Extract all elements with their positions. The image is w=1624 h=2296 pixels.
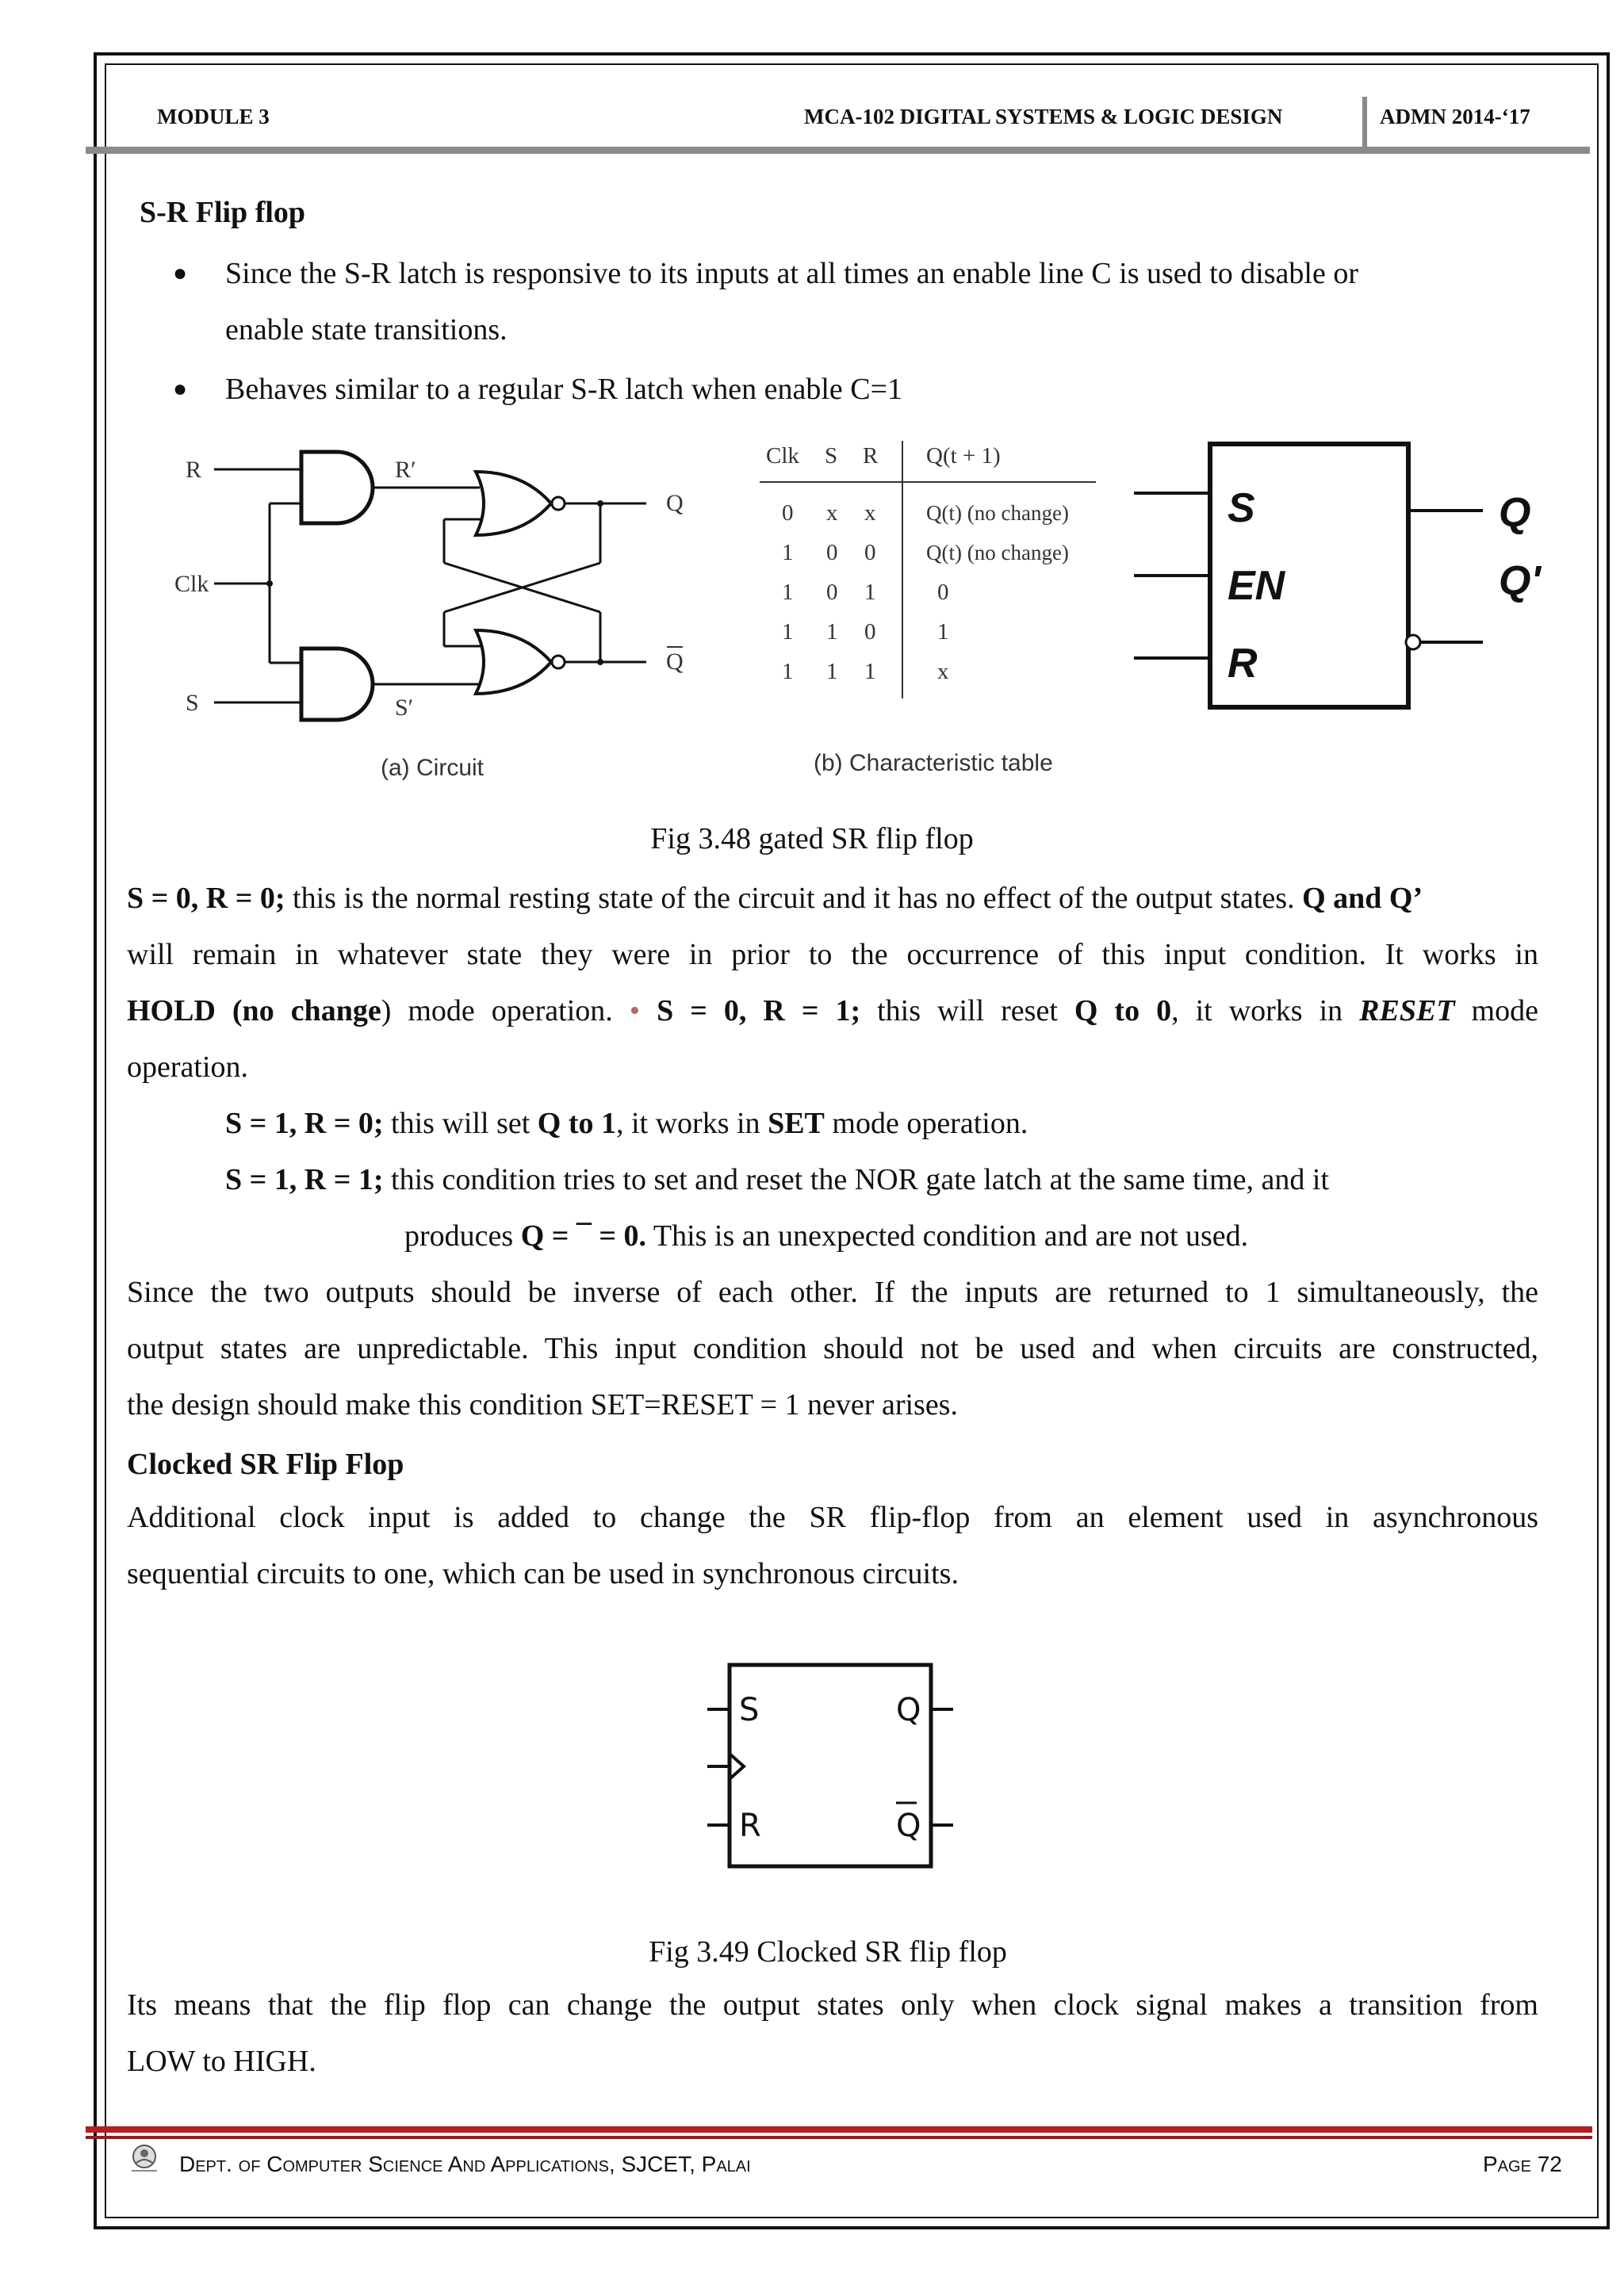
clocked-label-q-bar: Q	[896, 1808, 921, 1844]
table-cell: 1	[782, 659, 794, 684]
table-header-q-next: Q(t + 1)	[926, 443, 1001, 469]
paragraph-hold-line-1	[127, 871, 1538, 927]
circuit-label-r-prime: R′	[395, 457, 416, 483]
footer-page-number: Page 72	[1483, 2152, 1562, 2176]
paragraph-clocked-line-1: Additional clock input is added to change the SR flip-flop from an element used in asynchronous	[127, 1501, 1538, 1534]
section-title-clocked-sr: Clocked SR Flip Flop	[127, 1448, 404, 1481]
table-cell: 0	[782, 500, 794, 526]
table-cell: 0	[864, 619, 876, 645]
header-admn: ADMN 2014-‘17	[1380, 105, 1530, 128]
table-cell: 0	[826, 580, 838, 605]
paragraph-closing-line-1: Its means that the flip flop can change the output states only when clock signal makes a transition from	[127, 1988, 1538, 2022]
text-span: ) mode operation.	[381, 994, 630, 1027]
table-cell: 1	[782, 540, 794, 565]
circuit-caption: (a) Circuit	[381, 755, 485, 781]
paragraph-invalid-line-1	[225, 1152, 1573, 1208]
header-rule	[86, 147, 1590, 154]
bullet-1-line-2: enable state transitions.	[225, 313, 508, 346]
table-caption: (b) Characteristic table	[814, 750, 1053, 776]
clocked-label-s: S	[739, 1692, 760, 1728]
gated-sr-circuit-diagram	[174, 428, 714, 793]
text-span: this condition tries to set and reset the NOR gate latch at the same time, and it	[383, 1163, 1330, 1196]
symbol-label-q-prime: Q'	[1499, 558, 1541, 604]
text-span: this will reset	[860, 994, 1074, 1027]
table-cell: 0	[864, 540, 876, 565]
symbol-label-s: S	[1228, 485, 1255, 531]
paragraph-hold-line-4: operation.	[127, 1050, 249, 1084]
bullet-icon: ●	[173, 260, 188, 286]
paragraph-clocked-line-2: sequential circuits to one, which can be used in synchronous circuits.	[127, 1557, 959, 1590]
table-cell: 1	[826, 659, 838, 684]
symbol-label-q: Q	[1499, 490, 1531, 536]
text-span: , it works in	[1171, 994, 1360, 1027]
clocked-sr-flip-flop-symbol	[698, 1657, 967, 1879]
clocked-label-q: Q	[896, 1692, 921, 1728]
text-span: this will set	[383, 1107, 538, 1140]
circuit-label-s-prime: S′	[395, 695, 414, 721]
table-cell: x	[937, 659, 949, 684]
bold-text: S = 0, R = 0;	[127, 882, 285, 915]
footer-rule	[86, 2136, 1592, 2139]
header-separator	[1362, 97, 1367, 151]
table-cell: x	[826, 500, 838, 526]
table-cell: 1	[826, 619, 838, 645]
text-span: This is an unexpected condition and are not used.	[646, 1219, 1249, 1253]
paragraph-inverse-line-1: Since the two outputs should be inverse of each other. If the inputs are returned to 1 simultaneously, the	[127, 1276, 1538, 1309]
table-cell: 0	[826, 540, 838, 565]
table-cell: 1	[782, 619, 794, 645]
text-span: this is the normal resting state of the circuit and it has no effect of the output states.	[285, 882, 1303, 915]
clocked-label-r: R	[739, 1808, 761, 1844]
text-span: mode operation.	[824, 1107, 1028, 1140]
text-span: , it works in	[616, 1107, 768, 1140]
paragraph-inverse-line-3: the design should make this condition SET=RESET = 1 never arises.	[127, 1388, 958, 1422]
fig-3-49-caption: Fig 3.49 Clocked SR flip flop	[649, 1935, 1007, 1969]
paragraph-hold-line-3	[127, 983, 1538, 1039]
table-cell: 1	[937, 619, 949, 645]
table-header-s: S	[825, 443, 838, 469]
table-cell: Q(t) (no change)	[926, 541, 1069, 564]
table-header-clk: Clk	[766, 443, 799, 469]
footer-department: Dept. of Computer Science And Applications, SJCET, Palai	[179, 2152, 751, 2176]
fig-3-48-caption: Fig 3.48 gated SR flip flop	[650, 822, 974, 855]
bold-text: Q and Q’	[1302, 882, 1423, 915]
paragraph-invalid-line-2	[404, 1208, 1570, 1265]
table-cell: 0	[937, 580, 949, 605]
circuit-label-q-bar: Q	[666, 649, 684, 675]
paragraph-set	[225, 1096, 1573, 1152]
table-cell: Q(t) (no change)	[926, 501, 1069, 525]
table-cell: 1	[782, 580, 794, 605]
footer-rule	[86, 2126, 1592, 2133]
sr-flip-flop-symbol	[1126, 433, 1570, 718]
header-module: MODULE 3	[157, 105, 270, 128]
bullet-icon: ●	[173, 376, 188, 402]
circuit-label-clk: Clk	[174, 571, 209, 597]
bold-text: SET	[768, 1107, 825, 1140]
table-cell: 1	[864, 580, 876, 605]
bold-text: S = 1, R = 0;	[225, 1107, 384, 1140]
college-logo-icon	[127, 2141, 162, 2175]
circuit-label-q: Q	[666, 490, 684, 516]
table-cell: x	[864, 500, 876, 526]
characteristic-table	[753, 433, 1118, 782]
header-course: MCA-102 DIGITAL SYSTEMS & LOGIC DESIGN	[804, 105, 1283, 128]
section-title-sr-flip-flop: S-R Flip flop	[140, 196, 306, 229]
bold-text: S = 0, R = 1;	[640, 994, 861, 1027]
text-span: produces	[404, 1219, 521, 1253]
bold-text: Q to 1	[537, 1107, 616, 1140]
paragraph-hold-line-2: will remain in whatever state they were in prior to the occurrence of this input condition. It works in	[127, 938, 1538, 971]
bold-text: Q = ¯ = 0.	[520, 1219, 647, 1253]
bullet-1-line-1: Since the S-R latch is responsive to its inputs at all times an enable line C is used to disable or	[225, 257, 1358, 290]
symbol-label-r: R	[1228, 641, 1258, 687]
symbol-label-en: EN	[1228, 563, 1285, 609]
table-cell: 1	[864, 659, 876, 684]
inline-bullet-icon: •	[629, 994, 641, 1027]
bullet-2: Behaves similar to a regular S-R latch when enable C=1	[225, 373, 903, 406]
bold-italic-text: RESET	[1359, 994, 1455, 1027]
table-header-r: R	[863, 443, 879, 469]
paragraph-inverse-line-2: output states are unpredictable. This input condition should not be used and when circuits are constructed,	[127, 1332, 1538, 1365]
bold-text: HOLD (no change	[127, 994, 381, 1027]
circuit-label-r: R	[186, 457, 202, 483]
text-span: mode	[1454, 994, 1538, 1027]
circuit-label-s: S	[186, 690, 199, 716]
bold-text: S = 1, R = 1;	[225, 1163, 384, 1196]
paragraph-closing-line-2: LOW to HIGH.	[127, 2045, 316, 2078]
bold-text: Q to 0	[1074, 994, 1172, 1027]
